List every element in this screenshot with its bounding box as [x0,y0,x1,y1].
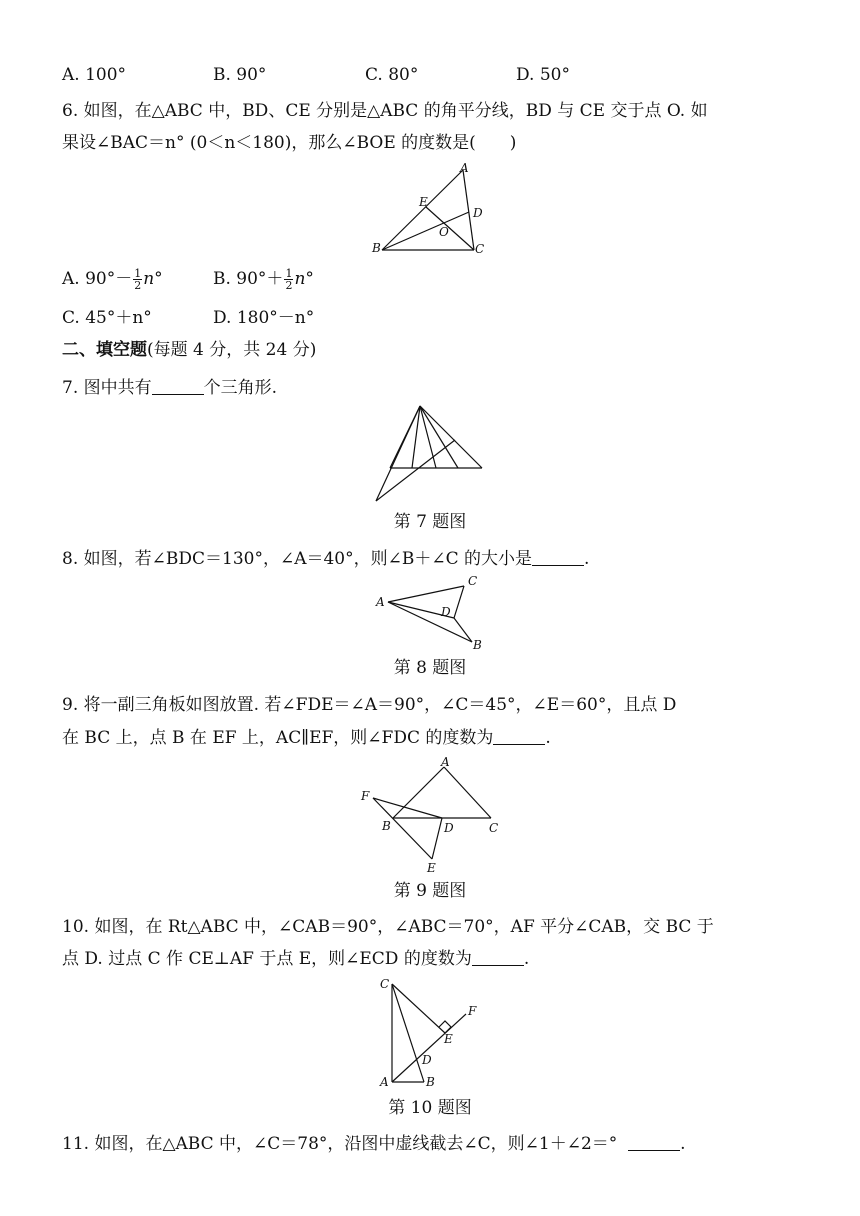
q6-option-c: C. 45°＋n° [62,308,152,328]
q6-label-a: A [460,161,469,175]
q10-caption: 第 10 题图 [388,1098,472,1118]
q8-label-b: B [473,638,482,652]
q6-stem-line2: 果设∠BAC＝n° (0＜n＜180)，那么∠BOE 的度数是( ) [62,133,517,153]
q10-stem-line2: 点 D. 过点 C 作 CE⊥AF 于点 E，则∠ECD 的度数为 . [62,949,530,969]
q9-label-a: A [441,755,450,769]
q9-stem-line1: 9. 将一副三角板如图放置. 若∠FDE＝∠A＝90°，∠C＝45°，∠E＝60°，且点 D [62,695,677,715]
q8-caption: 第 8 题图 [393,658,467,678]
q6-option-a: A. 90°－ $\frac{1}{2}$ n° [62,267,163,292]
q10-label-b: B [426,1075,435,1089]
q9-label-b: B [382,819,391,833]
q8-answer-blank[interactable] [532,547,584,566]
q6-label-o: O [439,225,449,239]
q6-stem-line1: 6. 如图，在△ABC 中，BD、CE 分别是△ABC 的角平分线，BD 与 CE 交于点 O. 如 [62,101,708,121]
q10-label-d: D [422,1053,432,1067]
q8-stem: 8. 如图，若∠BDC＝130°，∠A＝40°，则∠B＋∠C 的大小是 . [62,549,590,569]
q10-label-f: F [468,1004,477,1018]
q7-stem: 7. 图中共有 个三角形. [62,378,278,398]
q6-option-d: D. 180°－n° [213,308,315,328]
q11-stem: 11. 如图，在△ABC 中，∠C＝78°，沿图中虚线截去∠C，则∠1＋∠2＝° . [62,1134,686,1154]
q9-label-d: D [444,821,454,835]
q6-label-e: E [419,195,428,209]
q10-figure [370,976,490,1092]
q9-stem-line2: 在 BC 上，点 B 在 EF 上，AC∥EF，则∠FDC 的度数为 . [62,728,551,748]
section-heading: 二、填空题(每题 4 分，共 24 分) [62,340,317,360]
q8-label-d: D [441,605,451,619]
q10-stem-line1: 10. 如图，在 Rt△ABC 中，∠CAB＝90°，∠ABC＝70°，AF 平分∠CAB，交 BC 于 [62,917,714,937]
q9-answer-blank[interactable] [493,726,545,745]
q9-label-e: E [427,861,436,875]
q7-figure [370,402,488,504]
q9-caption: 第 9 题图 [393,881,467,901]
q6-label-c: C [475,242,485,256]
q10-label-c: C [380,977,390,991]
q5-option-c: C. 80° [365,65,419,85]
q9-figure [356,755,506,875]
q6-label-d: D [473,206,483,220]
q8-label-c: C [468,574,478,588]
q10-answer-blank[interactable] [472,947,524,966]
q10-label-e: E [444,1032,453,1046]
q9-label-f: F [361,789,370,803]
q5-option-b: B. 90° [213,65,267,85]
q6-label-b: B [372,241,381,255]
q5-option-a: A. 100° [62,65,127,85]
q5-option-d: D. 50° [516,65,570,85]
q8-figure [372,572,492,652]
q6-option-b: B. 90°＋ $\frac{1}{2}$ n° [213,267,314,292]
q11-answer-blank[interactable] [628,1132,680,1151]
q10-label-a: A [380,1075,389,1089]
q9-label-c: C [489,821,499,835]
q6-figure [368,160,492,260]
q7-caption: 第 7 题图 [393,512,467,532]
q7-answer-blank[interactable] [152,376,204,395]
q8-label-a: A [376,595,385,609]
